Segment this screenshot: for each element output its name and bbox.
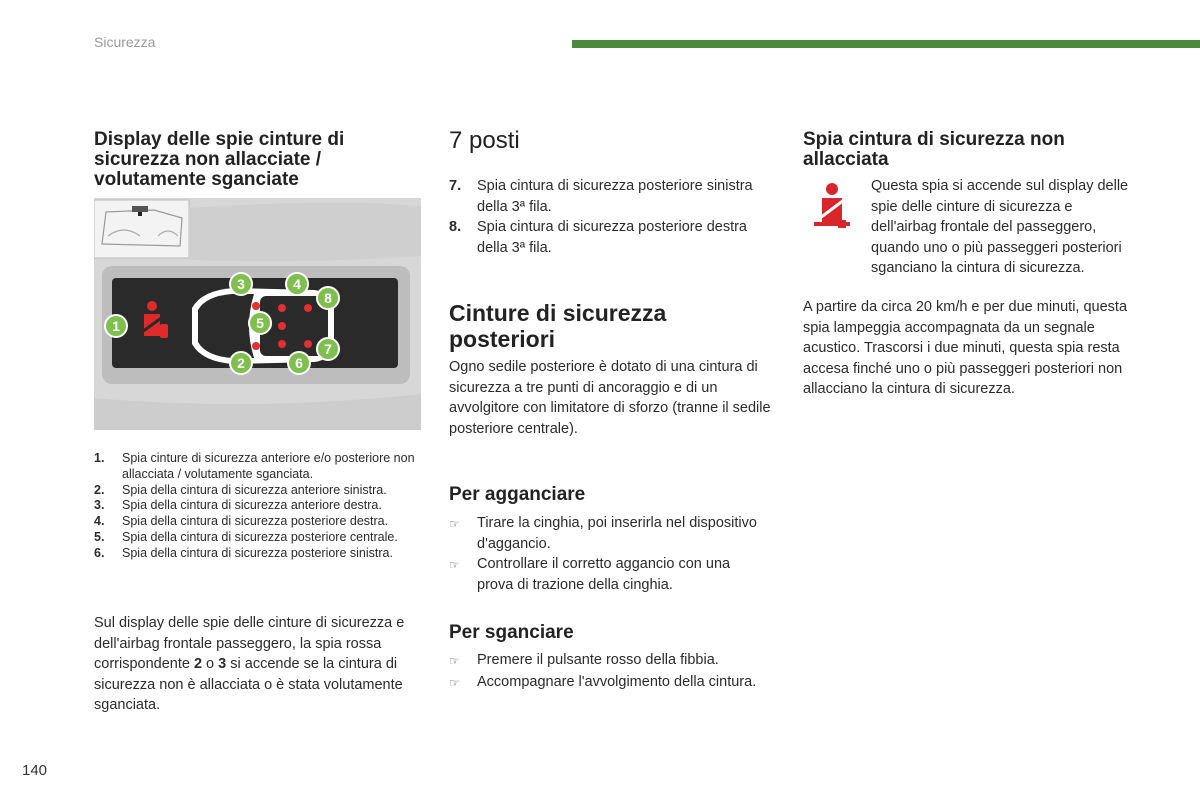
list-item: 2. Spia della cintura di sicurezza anteriore sinistra.	[94, 482, 387, 497]
fasten-list	[449, 513, 769, 595]
col2-7seat-list	[449, 176, 779, 258]
col1-paragraph: Sul display delle spie delle cinture di sicurezza e dell'airbag frontale passeggero, la spia rossa corrispondente 2 o 3 si accende se la cintura di sicurezza non è allacciata o è stata volutamente sganciata.	[94, 615, 405, 713]
page-number: 140	[22, 762, 48, 779]
col3-paragraph: A partire da circa 20 km/h e per due minuti, questa spia lampeggia accompagnata da un segnale acustico. Trascorsi i due minuti, questa spia resta accesa finché uno o più passeggeri posteriori non allacciano la cintura di sicurezza.	[803, 299, 1128, 397]
callout-8: 8	[324, 290, 332, 306]
col3-title: Spia cintura di sicurezza non allacciata	[803, 129, 1065, 170]
title-rear-belts: Cinture di sicurezza posteriori	[449, 300, 667, 352]
hand-pointer-icon: ☞	[449, 675, 460, 690]
col1-title: Display delle spie cinture di sicurezza non allacciate / volutamente sganciate	[94, 129, 345, 190]
list-item: 3. Spia della cintura di sicurezza anteriore destra.	[94, 498, 382, 513]
callout-5: 5	[256, 315, 264, 331]
seatbelt-display-illustration	[94, 198, 421, 430]
title-unfasten: Per sganciare	[449, 622, 574, 643]
list-item: 5. Spia della cintura di sicurezza posteriore centrale.	[94, 529, 398, 544]
list-item: ☞ Premere il pulsante rosso della fibbia.	[449, 650, 769, 672]
col3-icon-text: Questa spia si accende sul display delle spie delle cinture di sicurezza e dell'airbag frontale del passeggero, quando uno o più passeggeri posteriori sganciano la cintura di sicurezza.	[871, 178, 1129, 276]
hand-pointer-icon: ☞	[449, 517, 460, 531]
callout-1: 1	[112, 318, 120, 334]
callout-7: 7	[324, 341, 332, 357]
dashboard-figure	[94, 198, 421, 430]
list-item: 1. Spia cinture di sicurezza anteriore e/o posteriore non allacciata / volutamente sganciata.	[94, 451, 415, 481]
col1-title-wrap	[94, 130, 394, 190]
title-7-posti: 7 posti	[449, 127, 520, 154]
callout-2: 2	[237, 355, 245, 371]
title-fasten: Per agganciare	[449, 484, 586, 505]
header-accent-bar	[572, 40, 1200, 48]
seatbelt-warning-icon	[812, 182, 856, 232]
callout-6: 6	[295, 355, 303, 371]
hand-pointer-icon: ☞	[449, 558, 460, 572]
list-item: ☞ Accompagnare l'avvolgimento della cintura.	[449, 672, 769, 694]
list-item: 8. Spia cintura di sicurezza posteriore destra della 3ª fila.	[449, 219, 747, 256]
col1-legend-list	[94, 451, 424, 562]
list-item: 7. Spia cintura di sicurezza posteriore sinistra della 3ª fila.	[449, 178, 753, 215]
callout-4: 4	[293, 276, 301, 292]
list-item: ☞ Controllare il corretto aggancio con una prova di trazione della cinghia.	[449, 554, 769, 595]
list-item: 6. Spia della cintura di sicurezza posteriore sinistra.	[94, 545, 393, 560]
hand-pointer-icon: ☞	[449, 654, 460, 668]
list-item: 4. Spia della cintura di sicurezza posteriore destra.	[94, 514, 389, 529]
rear-belts-text: Ogno sedile posteriore è dotato di una cintura di sicurezza a tre punti di ancoraggio e di un avvolgitore con limitatore di sforzo (tranne il sedile posteriore centrale).	[449, 359, 771, 437]
callout-3: 3	[237, 276, 245, 292]
unfasten-list	[449, 650, 769, 693]
list-item: ☞ Tirare la cinghia, poi inserirla nel dispositivo d'aggancio.	[449, 513, 769, 554]
section-label: Sicurezza	[94, 34, 156, 50]
